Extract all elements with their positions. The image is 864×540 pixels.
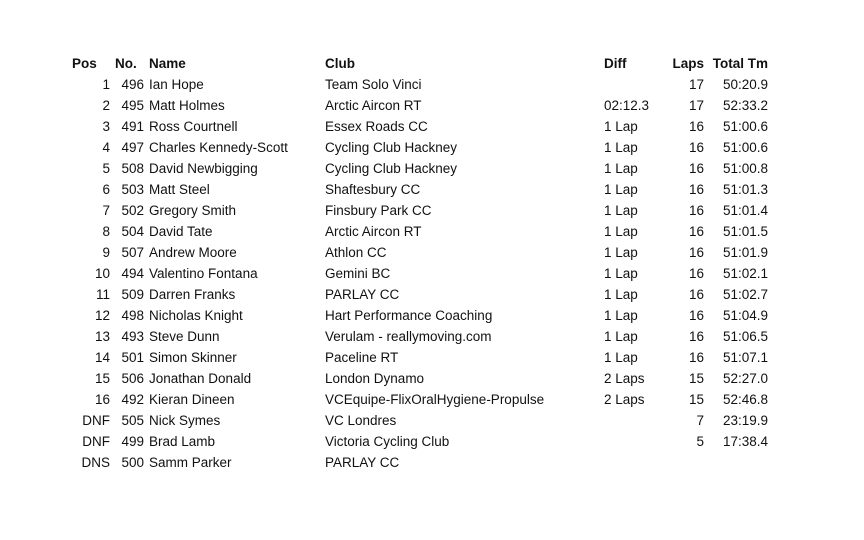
- cell-club: Hart Performance Coaching: [325, 308, 493, 323]
- cell-pos: 5: [102, 161, 110, 176]
- table-row: [70, 326, 790, 347]
- cell-club: Arctic Aircon RT: [325, 224, 422, 239]
- cell-laps: 17: [688, 77, 704, 92]
- cell-rider-name: Steve Dunn: [149, 329, 220, 344]
- cell-pos: 1: [102, 77, 110, 92]
- cell-laps: 15: [688, 371, 704, 386]
- table-row: [70, 431, 790, 452]
- cell-rider-name: Brad Lamb: [149, 434, 216, 449]
- cell-club: Shaftesbury CC: [325, 182, 421, 197]
- header-name: Name: [149, 56, 186, 71]
- cell-club: Cycling Club Hackney: [325, 140, 458, 155]
- cell-total-time: 51:06.5: [722, 329, 768, 344]
- cell-laps: 16: [688, 161, 704, 176]
- cell-rider-name: David Tate: [149, 224, 213, 239]
- cell-laps: 5: [696, 434, 704, 449]
- table-header: [70, 53, 790, 74]
- cell-diff: 1 Lap: [604, 119, 638, 134]
- cell-diff: 1 Lap: [604, 182, 638, 197]
- cell-number: 505: [121, 413, 144, 428]
- cell-rider-name: David Newbigging: [149, 161, 258, 176]
- cell-diff: 1 Lap: [604, 161, 638, 176]
- cell-diff: 02:12.3: [604, 98, 650, 113]
- cell-laps: 17: [688, 98, 704, 113]
- cell-laps: 16: [688, 329, 704, 344]
- cell-pos: DNS: [81, 455, 110, 470]
- cell-rider-name: Kieran Dineen: [149, 392, 235, 407]
- cell-pos: 8: [102, 224, 110, 239]
- cell-number: 499: [121, 434, 144, 449]
- cell-laps: 16: [688, 266, 704, 281]
- cell-total-time: 51:02.7: [722, 287, 768, 302]
- cell-laps: 16: [688, 182, 704, 197]
- cell-number: 497: [121, 140, 144, 155]
- cell-number: 493: [121, 329, 144, 344]
- table-row: [70, 74, 790, 95]
- cell-total-time: 52:27.0: [722, 371, 768, 386]
- cell-pos: DNF: [82, 413, 110, 428]
- header-club: Club: [325, 56, 355, 71]
- table-row: [70, 263, 790, 284]
- cell-pos: 14: [94, 350, 110, 365]
- cell-total-time: 51:00.6: [722, 140, 768, 155]
- cell-number: 506: [121, 371, 144, 386]
- cell-pos: 13: [94, 329, 110, 344]
- cell-diff: 1 Lap: [604, 140, 638, 155]
- cell-number: 494: [121, 266, 144, 281]
- cell-club: Gemini BC: [325, 266, 391, 281]
- cell-diff: [604, 431, 660, 452]
- table-row: [70, 95, 790, 116]
- cell-diff: 1 Lap: [604, 245, 638, 260]
- cell-diff: 1 Lap: [604, 266, 638, 281]
- cell-laps: 16: [688, 119, 704, 134]
- cell-rider-name: Darren Franks: [149, 287, 236, 302]
- cell-number: 495: [121, 98, 144, 113]
- cell-club: VC Londres: [325, 413, 397, 428]
- cell-total-time: 52:33.2: [722, 98, 768, 113]
- cell-pos: 6: [102, 182, 110, 197]
- cell-pos: 12: [94, 308, 110, 323]
- cell-number: 502: [121, 203, 144, 218]
- cell-pos: 3: [102, 119, 110, 134]
- cell-number: 503: [121, 182, 144, 197]
- cell-diff: [604, 452, 660, 473]
- table-row: [70, 200, 790, 221]
- cell-laps: 16: [688, 308, 704, 323]
- cell-club: Verulam - reallymoving.com: [325, 329, 492, 344]
- cell-club: Paceline RT: [325, 350, 399, 365]
- cell-laps: 16: [688, 287, 704, 302]
- cell-laps: 16: [688, 245, 704, 260]
- cell-number: 491: [121, 119, 144, 134]
- cell-laps: 16: [688, 224, 704, 239]
- header-laps: Laps: [672, 56, 704, 71]
- cell-total-time: 51:01.5: [722, 224, 768, 239]
- cell-pos: 15: [94, 371, 110, 386]
- cell-total-time: 23:19.9: [722, 413, 768, 428]
- cell-number: 498: [121, 308, 144, 323]
- cell-pos: 2: [102, 98, 110, 113]
- cell-total-time: 51:04.9: [722, 308, 768, 323]
- cell-pos: 16: [94, 392, 110, 407]
- cell-club: Essex Roads CC: [325, 119, 428, 134]
- cell-pos: 10: [94, 266, 110, 281]
- cell-total-time: 51:00.8: [722, 161, 768, 176]
- cell-rider-name: Gregory Smith: [149, 203, 237, 218]
- cell-number: 509: [121, 287, 144, 302]
- table-row: [70, 284, 790, 305]
- cell-club: Team Solo Vinci: [325, 77, 422, 92]
- table-row: [70, 242, 790, 263]
- cell-diff: 2 Laps: [604, 371, 645, 386]
- cell-rider-name: Ross Courtnell: [149, 119, 238, 134]
- table-row: [70, 305, 790, 326]
- cell-total-time: 51:02.1: [722, 266, 768, 281]
- cell-laps: 16: [688, 140, 704, 155]
- cell-total-time: 51:01.4: [722, 203, 768, 218]
- table-row: [70, 347, 790, 368]
- cell-total-time: 50:20.9: [722, 77, 768, 92]
- cell-pos: 11: [95, 287, 110, 302]
- cell-club: Victoria Cycling Club: [325, 434, 450, 449]
- table-row: [70, 137, 790, 158]
- header-pos: Pos: [72, 56, 97, 71]
- cell-laps: [660, 452, 704, 473]
- cell-total-time: 17:38.4: [722, 434, 768, 449]
- table-row: [70, 116, 790, 137]
- cell-diff: 1 Lap: [604, 224, 638, 239]
- cell-number: 504: [121, 224, 144, 239]
- table-row: [70, 158, 790, 179]
- cell-rider-name: Nicholas Knight: [149, 308, 243, 323]
- cell-rider-name: Andrew Moore: [149, 245, 237, 260]
- cell-club: London Dynamo: [325, 371, 425, 386]
- cell-number: 501: [121, 350, 144, 365]
- cell-diff: 1 Lap: [604, 203, 638, 218]
- cell-club: Cycling Club Hackney: [325, 161, 458, 176]
- cell-total-time: 51:00.6: [722, 119, 768, 134]
- cell-rider-name: Matt Holmes: [149, 98, 225, 113]
- cell-rider-name: Jonathan Donald: [149, 371, 252, 386]
- cell-rider-name: Samm Parker: [149, 455, 232, 470]
- cell-diff: [604, 74, 660, 95]
- cell-diff: 2 Laps: [604, 392, 645, 407]
- cell-diff: 1 Lap: [604, 350, 638, 365]
- cell-laps: 16: [688, 203, 704, 218]
- cell-laps: 16: [688, 350, 704, 365]
- cell-number: 496: [121, 77, 144, 92]
- results-table: [70, 53, 790, 473]
- table-row: [70, 221, 790, 242]
- cell-diff: 1 Lap: [604, 287, 638, 302]
- cell-laps: 7: [696, 413, 704, 428]
- cell-club: PARLAY CC: [325, 287, 400, 302]
- cell-total-time: 51:07.1: [722, 350, 768, 365]
- table-row: [70, 452, 790, 473]
- cell-pos: 4: [102, 140, 110, 155]
- table-row: [70, 389, 790, 410]
- cell-club: Arctic Aircon RT: [325, 98, 422, 113]
- cell-diff: 1 Lap: [604, 329, 638, 344]
- cell-rider-name: Ian Hope: [149, 77, 204, 92]
- table-row: [70, 368, 790, 389]
- cell-diff: 1 Lap: [604, 308, 638, 323]
- cell-total-time: 52:46.8: [722, 392, 768, 407]
- table-row: [70, 410, 790, 431]
- cell-number: 508: [121, 161, 144, 176]
- cell-laps: 15: [688, 392, 704, 407]
- header-diff: Diff: [604, 56, 627, 71]
- cell-pos: DNF: [82, 434, 110, 449]
- cell-number: 492: [121, 392, 144, 407]
- cell-number: 500: [121, 455, 144, 470]
- cell-total-time: 51:01.9: [722, 245, 768, 260]
- cell-pos: 9: [102, 245, 110, 260]
- cell-diff: [604, 410, 660, 431]
- cell-rider-name: Matt Steel: [149, 182, 210, 197]
- table-row: [70, 179, 790, 200]
- cell-club: Athlon CC: [325, 245, 387, 260]
- header-total: Total Tm: [712, 56, 768, 71]
- cell-number: 507: [121, 245, 144, 260]
- cell-rider-name: Valentino Fontana: [149, 266, 258, 281]
- cell-club: Finsbury Park CC: [325, 203, 432, 218]
- cell-total-time: [704, 452, 768, 473]
- cell-club: VCEquipe-FlixOralHygiene-Propulse: [325, 392, 545, 407]
- cell-club: PARLAY CC: [325, 455, 400, 470]
- cell-total-time: 51:01.3: [722, 182, 768, 197]
- header-no: No.: [115, 56, 137, 71]
- cell-pos: 7: [102, 203, 110, 218]
- cell-rider-name: Nick Symes: [149, 413, 221, 428]
- table-body: [70, 74, 790, 473]
- cell-rider-name: Charles Kennedy-Scott: [149, 140, 288, 155]
- cell-rider-name: Simon Skinner: [149, 350, 237, 365]
